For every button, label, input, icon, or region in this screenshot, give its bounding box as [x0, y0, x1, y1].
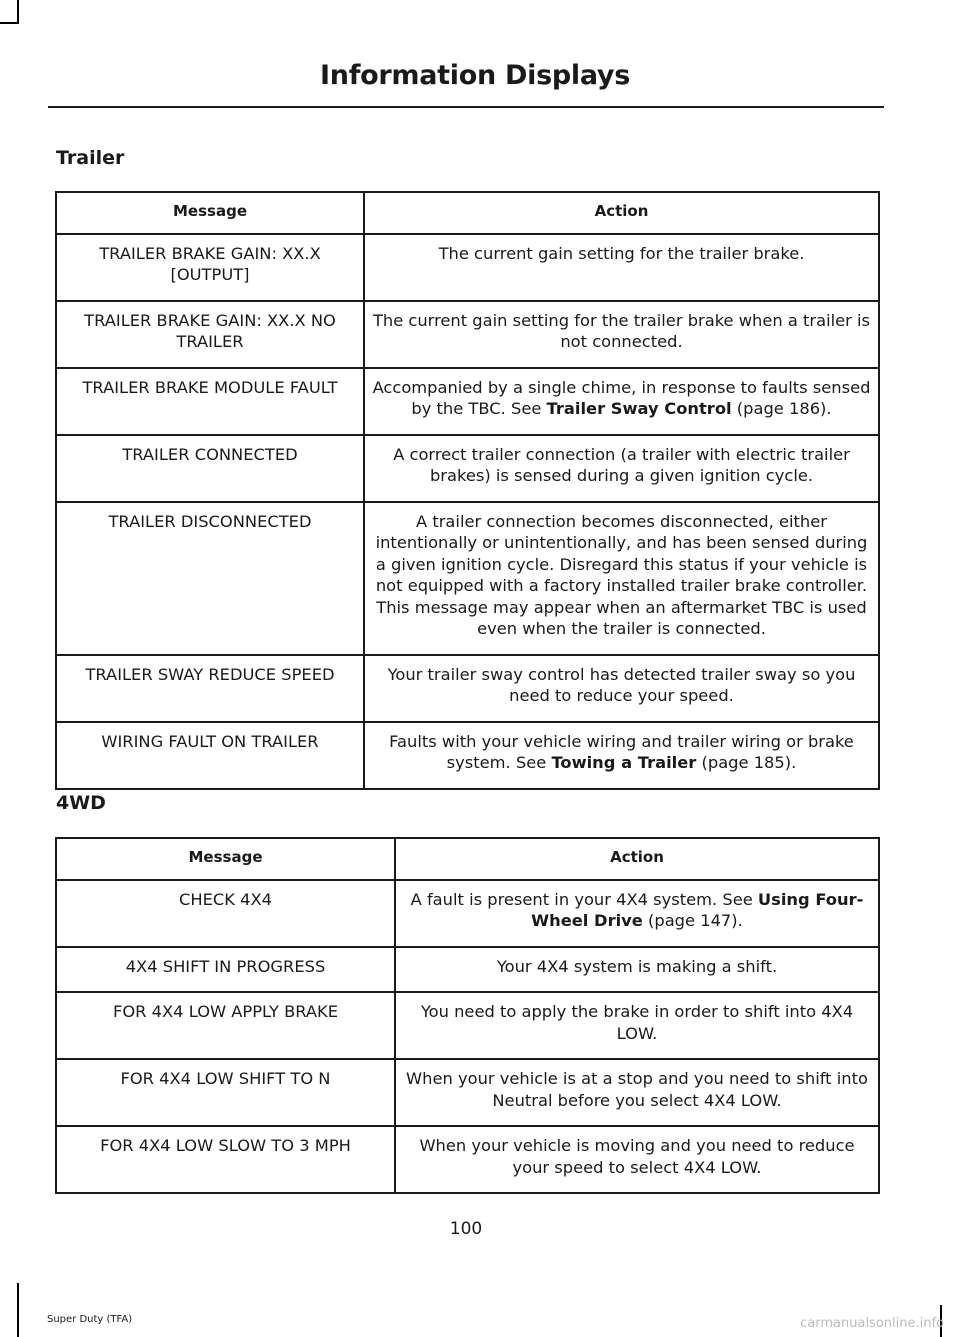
action-cell: Your 4X4 system is making a shift. — [395, 947, 879, 993]
action-text: A fault is present in your 4X4 system. See — [410, 889, 758, 909]
header-rule — [48, 106, 884, 108]
page-reference: (page 185). — [696, 753, 797, 772]
column-header-message: Message — [56, 838, 395, 880]
table-row — [56, 301, 879, 368]
column-header-message: Message — [56, 192, 364, 234]
column-header-action: Action — [364, 192, 879, 234]
table-row — [56, 655, 879, 722]
column-header-action: Action — [395, 838, 879, 880]
page-number: 100 — [449, 1219, 483, 1239]
table-row — [56, 1059, 879, 1126]
message-cell: 4X4 SHIFT IN PROGRESS — [56, 947, 395, 993]
4wd-message-table — [55, 837, 880, 1194]
table-row — [56, 722, 879, 789]
action-cell: The current gain setting for the trailer brake when a trailer is not connected. — [364, 301, 879, 368]
action-cell — [395, 880, 879, 947]
page-title: Information Displays — [320, 60, 630, 91]
table-row — [56, 234, 879, 301]
table-header-row — [56, 192, 879, 234]
message-cell: FOR 4X4 LOW SLOW TO 3 MPH — [56, 1126, 395, 1193]
action-cell — [364, 368, 879, 435]
message-cell: TRAILER SWAY REDUCE SPEED — [56, 655, 364, 722]
action-cell: A trailer connection becomes disconnected, either intentionally or unintentionally, and has been sensed during a given ignition cycle. Disregard this status if your vehicle is not equipped with a factory installed trailer brake controller. This message may appear when an aftermarket TBC is used even when the trailer is connected. — [364, 502, 879, 655]
crop-mark — [17, 1283, 19, 1337]
action-text: Faults with your vehicle wiring and trailer wiring or brake system. See — [389, 731, 854, 772]
table-row — [56, 435, 879, 502]
action-cell: When your vehicle is at a stop and you need to shift into Neutral before you select 4X4 LOW. — [395, 1059, 879, 1126]
section-heading-trailer: Trailer — [56, 147, 125, 169]
crop-mark — [0, 22, 19, 24]
message-cell: TRAILER BRAKE MODULE FAULT — [56, 368, 364, 435]
message-cell: TRAILER CONNECTED — [56, 435, 364, 502]
message-cell: FOR 4X4 LOW APPLY BRAKE — [56, 992, 395, 1059]
table-row — [56, 880, 879, 947]
table-header-row — [56, 838, 879, 880]
message-cell: WIRING FAULT ON TRAILER — [56, 722, 364, 789]
table-row — [56, 992, 879, 1059]
table-row — [56, 502, 879, 655]
action-cell: When your vehicle is moving and you need to reduce your speed to select 4X4 LOW. — [395, 1126, 879, 1193]
message-cell: FOR 4X4 LOW SHIFT TO N — [56, 1059, 395, 1126]
table-row — [56, 368, 879, 435]
cross-reference-link[interactable]: Using Four-Wheel Drive — [531, 889, 864, 930]
footer-model: Super Duty (TFA) — [47, 1314, 133, 1325]
cross-reference-link[interactable]: Towing a Trailer — [551, 753, 697, 772]
page-reference: (page 147). — [642, 911, 743, 930]
table-row — [56, 947, 879, 993]
message-cell: TRAILER BRAKE GAIN: XX.X [OUTPUT] — [56, 234, 364, 301]
message-cell: TRAILER DISCONNECTED — [56, 502, 364, 655]
action-cell: Your trailer sway control has detected trailer sway so you need to reduce your speed. — [364, 655, 879, 722]
action-cell: The current gain setting for the trailer brake. — [364, 234, 879, 301]
section-heading-4wd: 4WD — [56, 792, 106, 814]
message-cell: TRAILER BRAKE GAIN: XX.X NO TRAILER — [56, 301, 364, 368]
message-cell: CHECK 4X4 — [56, 880, 395, 947]
action-text: Accompanied by a single chime, in response to faults sensed by the TBC. See — [372, 377, 871, 418]
action-cell: You need to apply the brake in order to shift into 4X4 LOW. — [395, 992, 879, 1059]
cross-reference-link[interactable]: Trailer Sway Control — [546, 399, 732, 418]
page-reference: (page 186). — [731, 399, 832, 418]
action-cell — [364, 722, 879, 789]
action-cell: A correct trailer connection (a trailer with electric trailer brakes) is sensed during a given ignition cycle. — [364, 435, 879, 502]
trailer-message-table — [55, 191, 880, 790]
table-row — [56, 1126, 879, 1193]
watermark: carmanualsonline.info — [800, 1316, 944, 1331]
crop-mark — [17, 0, 19, 24]
